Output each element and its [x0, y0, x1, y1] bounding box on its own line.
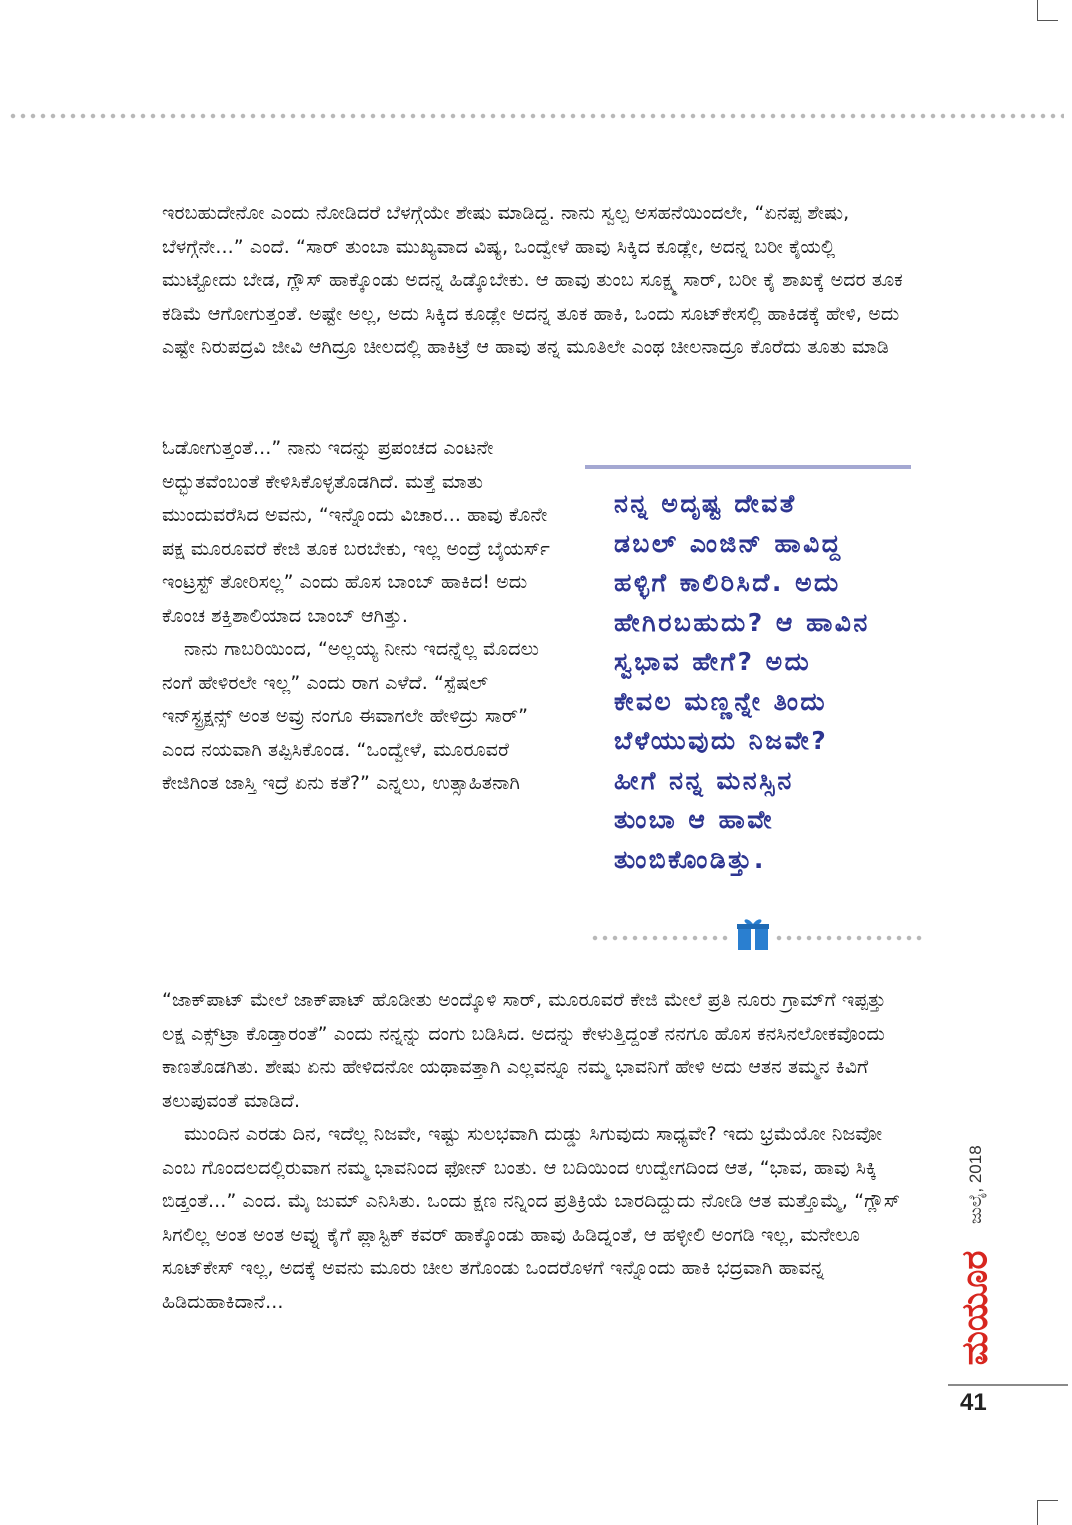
issue-date: ಜುಲೈ, 2018: [966, 1145, 985, 1225]
crop-mark-top-horizontal: [1037, 20, 1058, 21]
pull-quote: [614, 484, 914, 879]
article-body-top: [162, 197, 910, 365]
crop-mark-bottom: [1037, 1500, 1038, 1525]
pull-quote-line: ಹೇಗಿರಬಹುದು? ಆ ಹಾವಿನ: [614, 607, 870, 637]
pull-quote-line: ನನ್ನ ಅದೃಷ್ಟ ದೇವತೆ: [614, 489, 797, 518]
mid-dotted-divider-right: [774, 935, 922, 941]
crop-mark-bottom-horizontal: [1037, 1500, 1058, 1501]
paragraph: ಓಡೋಗುತ್ತಂತೆ...” ನಾನು ಇದನ್ನು ಪ್ರಪಂಚದ ಎಂಟನೇ ಅದ್ಭುತವೆಂಬಂತೆ ಕೇಳಿಸಿಕೊಳ್ಳತೊಡಗಿದೆ. ಮತ್ತೆ ಮಾತು ಮುಂದುವರೆಸಿದ ಅವನು, “ಇನ್ನೊಂದು ವಿಚಾರ... ಹಾವು ಕೊನೇ ಪಕ್ಷ ಮೂರೂವರೆ ಕೇಜಿ ತೂಕ ಬರಬೇಕು, ಇಲ್ಲ ಅಂದ್ರೆ ಬೈಯರ್ಸ್ ಇಂಟ್ರಸ್ಟ್ ತೋರಿಸಲ್ಲ” ಎಂದು ಹೊಸ ಬಾಂಬ್ ಹಾಕಿದ! ಅದು ಕೊಂಚ ಶಕ್ತಿಶಾಲಿಯಾದ ಬಾಂಬ್ ಆಗಿತ್ತು.: [162, 437, 550, 627]
pull-quote-line: ತುಂಬಿಕೊಂಡಿತ್ತು.: [614, 844, 766, 874]
article-body-bottom: [162, 984, 910, 1319]
crop-mark-top: [1037, 0, 1038, 20]
pull-quote-line: ಕೇವಲ ಮಣ್ಣನ್ನೇ ತಿಂದು: [614, 686, 828, 716]
magazine-logo: [955, 1250, 995, 1366]
magazine-logo-text: ಮಯೂರ: [955, 1250, 995, 1366]
pull-quote-line: ಡಬಲ್ ಎಂಜಿನ್ ಹಾವಿದ್ದ: [614, 528, 843, 558]
pull-quote-rule: [585, 465, 911, 469]
paragraph: “ಜಾಕ್‌ಪಾಟ್ ಮೇಲೆ ಜಾಕ್‌ಪಾಟ್ ಹೊಡೀತು ಅಂದ್ಕೊಳಿ ಸಾರ್, ಮೂರೂವರೆ ಕೇಜಿ ಮೇಲೆ ಪ್ರತಿ ನೂರು ಗ್ರಾಮ್‌ಗೆ ಇಪ್ಪತ್ತು ಲಕ್ಷ ಎಕ್ಸ್‌ಟ್ರಾ ಕೊಡ್ತಾರಂತೆ” ಎಂದು ನನ್ನನ್ನು ದಂಗು ಬಡಿಸಿದ. ಅದನ್ನು ಕೇಳುತ್ತಿದ್ದಂತೆ ನನಗೂ ಹೊಸ ಕನಸಿನಲೋಕವೊಂದು ಕಾಣತೊಡಗಿತು. ಶೇಷು ಏನು ಹೇಳಿದನೋ ಯಥಾವತ್ತಾಗಿ ಎಲ್ಲವನ್ನೂ ನಮ್ಮ ಭಾವನಿಗೆ ಹೇಳಿ ಅದು ಆತನ ತಮ್ಮನ ಕಿವಿಗೆ ತಲುಪುವಂತೆ ಮಾಡಿದೆ.: [162, 989, 886, 1112]
pull-quote-line: ಹಳ್ಳಿಗೆ ಕಾಲಿರಿಸಿದೆ. ಅದು: [614, 568, 841, 597]
pull-quote-line: ಹೀಗೆ ನನ್ನ ಮನಸ್ಸಿನ: [614, 765, 794, 795]
gift-box-icon: [735, 916, 771, 952]
paragraph: ನಾನು ಗಾಬರಿಯಿಂದ, “ಅಲ್ಲಯ್ಯ ನೀನು ಇದನ್ನೆಲ್ಲ ಮೊದಲು ನಂಗೆ ಹೇಳಿರಲೇ ಇಲ್ಲ” ಎಂದು ರಾಗ ಎಳೆದೆ. “ಸ್ಪೆಷಲ್ ಇನ್‌ಸ್ಟ್ರಕ್ಷನ್ಸ್ ಅಂತ ಅವ್ರು ನಂಗೂ ಈವಾಗಲೇ ಹೇಳಿದ್ರು ಸಾರ್” ಎಂದ ನಯವಾಗಿ ತಪ್ಪಿಸಿಕೊಂಡ. “ಒಂದ್ವೇಳೆ, ಮೂರೂವರೆ ಕೇಜಿಗಿಂತ ಜಾಸ್ತಿ ಇದ್ರೆ ಏನು ಕತೆ?” ಎನ್ನಲು, ಉತ್ಸಾಹಿತನಾಗಿ: [162, 638, 540, 794]
paragraph: ಮುಂದಿನ ಎರಡು ದಿನ, ಇದೆಲ್ಲ ನಿಜವೇ, ಇಷ್ಟು ಸುಲಭವಾಗಿ ದುಡ್ಡು ಸಿಗುವುದು ಸಾಧ್ಯವೇ? ಇದು ಭ್ರಮೆಯೋ ನಿಜವೋ ಎಂಬ ಗೊಂದಲದಲ್ಲಿರುವಾಗ ನಮ್ಮ ಭಾವನಿಂದ ಫೋನ್ ಬಂತು. ಆ ಬದಿಯಿಂದ ಉದ್ವೇಗದಿಂದ ಆತ, “ಭಾವ, ಹಾವು ಸಿಕ್ಕಿ ಬಿಡ್ತಂತೆ...” ಎಂದ. ಮೈ ಜುಮ್ ಎನಿಸಿತು. ಒಂದು ಕ್ಷಣ ನನ್ನಿಂದ ಪ್ರತಿಕ್ರಿಯೆ ಬಾರದಿದ್ದುದು ನೋಡಿ ಆತ ಮತ್ತೊಮ್ಮೆ, “ಗ್ಲೌಸ್ ಸಿಗಲಿಲ್ಲ ಅಂತ ಅಂತ ಅವ್ನು ಕೈಗೆ ಪ್ಲಾಸ್ಟಿಕ್ ಕವರ್ ಹಾಕ್ಕೊಂಡು ಹಾವು ಹಿಡಿದ್ನಂತೆ, ಆ ಹಳ್ಳೀಲಿ ಅಂಗಡಿ ಇಲ್ಲ, ಮನೇಲೂ ಸೂಟ್‌ಕೇಸ್ ಇಲ್ಲ, ಅದಕ್ಕೆ ಅವನು ಮೂರು ಚೀಲ ತಗೊಂಡು ಒಂದರೊಳಗೆ ಇನ್ನೊಂದು ಹಾಕಿ ಭದ್ರವಾಗಿ ಹಾವನ್ನ ಹಿಡಿದುಹಾಕಿದಾನೆ...: [162, 1123, 901, 1313]
paragraph: ಇರಬಹುದೇನೋ ಎಂದು ನೋಡಿದರೆ ಬೆಳಗ್ಗೆಯೇ ಶೇಷು ಮಾಡಿದ್ದ. ನಾನು ಸ್ವಲ್ಪ ಅಸಹನೆಯಿಂದಲೇ, “ಏನಪ್ಪ ಶೇಷು, ಬೆಳಗ್ಗೆನೇ...” ಎಂದೆ. “ಸಾರ್ ತುಂಬಾ ಮುಖ್ಯವಾದ ವಿಷ್ಯ, ಒಂದ್ವೇಳೆ ಹಾವು ಸಿಕ್ಕಿದ ಕೂಡ್ಲೇ, ಅದನ್ನ ಬರೀ ಕೈಯಲ್ಲಿ ಮುಟ್ಟೋದು ಬೇಡ, ಗ್ಲೌಸ್ ಹಾಕ್ಕೊಂಡು ಅದನ್ನ ಹಿಡ್ಕೊಬೇಕು. ಆ ಹಾವು ತುಂಬ ಸೂಕ್ಷ್ಮ ಸಾರ್, ಬರೀ ಕೈ ಶಾಖಕ್ಕೆ ಅದರ ತೂಕ ಕಡಿಮೆ ಆಗೋಗುತ್ತಂತೆ. ಅಷ್ಟೇ ಅಲ್ಲ, ಅದು ಸಿಕ್ಕಿದ ಕೂಡ್ಲೇ ಅದನ್ನ ತೂಕ ಹಾಕಿ, ಒಂದು ಸೂಟ್‌ಕೇಸಲ್ಲಿ ಹಾಕಿಡಕ್ಕೆ ಹೇಳಿ, ಅದು ಎಷ್ಟೇ ನಿರುಪದ್ರವಿ ಜೀವಿ ಆಗಿದ್ರೂ ಚೀಲದಲ್ಲಿ ಹಾಕಿಟ್ರೆ ಆ ಹಾವು ತನ್ನ ಮೂತಿಲೇ ಎಂಥ ಚೀಲನಾದ್ರೂ ಕೊರೆದು ತೂತು ಮಾಡಿ: [162, 202, 903, 358]
page-number-rule: [948, 1384, 1068, 1386]
pull-quote-line: ಬೆಳೆಯುವುದು ನಿಜವೇ?: [614, 726, 829, 755]
top-dotted-divider: [8, 113, 1064, 119]
mid-dotted-divider-left: [590, 935, 732, 941]
page-number: 41: [960, 1389, 987, 1416]
article-body-left-column: [162, 432, 562, 801]
pull-quote-line: ಸ್ವಭಾವ ಹೇಗೆ? ಅದು: [614, 647, 812, 676]
pull-quote-line: ತುಂಬಾ ಆ ಹಾವೇ: [614, 805, 774, 834]
